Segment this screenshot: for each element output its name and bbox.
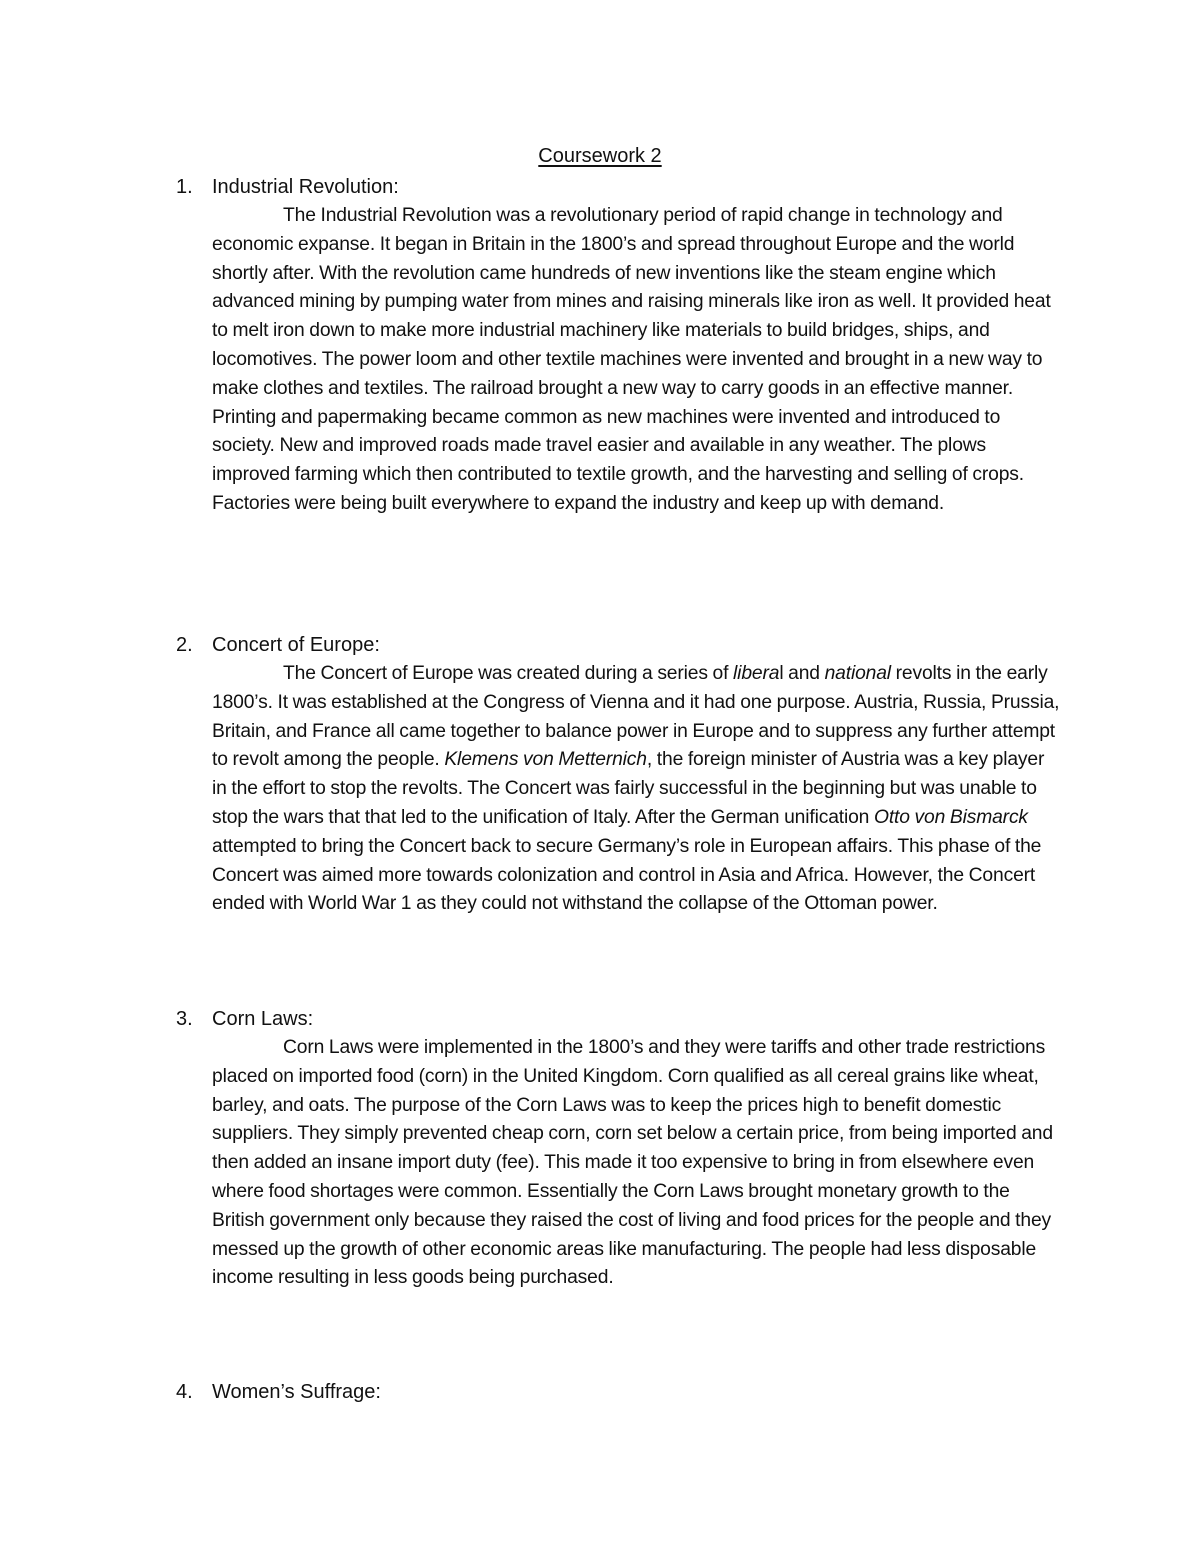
section-number: 4. <box>176 1381 193 1403</box>
section-heading-text: Women’s Suffrage: <box>212 1381 381 1403</box>
body-text: The Industrial Revolution was a revolutionary period of rapid change in technology and economic expanse. It began in Britain in the 1800’s and spread throughout Europe and the world shortly after. With the revolution came hundreds of new inventions like the steam engine which advanced mining by pumping water from mines and raising minerals like iron as well. It provided heat to melt iron down to make more industrial machinery like materials to build bridges, ships, and locomotives. The power loom and other textile machines were invented and brought in a new way to make clothes and textiles. The railroad brought a new way to carry goods in an effective manner. Printing and papermaking became common as new machines were invented and introduced to society. New and improved roads made travel easier and available in any weather. The plows improved farming which then contributed to textile growth, and the harvesting and selling of crops. Factories were being built everywhere to expand the industry and keep up with demand. <box>212 205 1051 514</box>
section-number: 1. <box>176 176 193 198</box>
section-corn-laws <box>0 1005 1200 1293</box>
body-text: Corn Laws were implemented in the 1800’s and they were tariffs and other trade restrictions placed on imported food (corn) in the United Kingdom. Corn qualified as all cereal grains like wheat, barley, and oats. The purpose of the Corn Laws was to keep the prices high to benefit domestic suppliers. They simply prevented cheap corn, corn set below a certain price, from being imported and then added an insane import duty (fee). This made it too expensive to bring in from elsewhere even where food shortages were common. Essentially the Corn Laws brought monetary growth to the British government only because they raised the cost of living and food prices for the people and they messed up the growth of other economic areas like manufacturing. The people had less disposable income resulting in less goods being purchased. <box>212 1037 1053 1289</box>
section-heading <box>0 173 1200 202</box>
italic-person-name: Klemens von Metternich <box>444 749 647 771</box>
italic-term: national <box>824 663 891 684</box>
section-heading <box>0 1378 1200 1407</box>
section-heading-text: Concert of Europe: <box>212 634 380 656</box>
section-heading-text: Industrial Revolution: <box>212 176 399 198</box>
section-number: 3. <box>176 1008 193 1030</box>
body-text: l and <box>779 663 825 684</box>
section-number: 2. <box>176 634 193 656</box>
body-text: , the foreign minister of Austria was a key player in the effort to stop the revolts. The Concert was fairly successful in the beginning but was unable to stop the wars that that led to the unification of Italy. After the German unification <box>212 749 1045 828</box>
italic-person-name: Otto von Bismarck <box>873 806 1028 828</box>
section-heading <box>0 1005 1200 1034</box>
body-text: The Concert of Europe was created during a series of <box>283 663 734 684</box>
italic-term: libera <box>733 663 780 684</box>
section-body <box>212 202 1062 519</box>
section-womens-suffrage <box>0 1378 1200 1407</box>
section-concert-of-europe <box>0 631 1200 919</box>
body-text: revolts in the early 1800’s. It was established at the Congress of Vienna and it had one purpose. Austria, Russia, Prussia, Britain, and France all came together to balance power in Europe and to suppress any further attempt to revolt among the people. <box>212 663 1060 771</box>
section-body <box>212 1034 1062 1293</box>
section-body <box>212 660 1062 919</box>
section-industrial-revolution <box>0 173 1200 519</box>
section-heading-text: Corn Laws: <box>212 1008 314 1030</box>
section-heading <box>0 631 1200 660</box>
body-text: attempted to bring the Concert back to secure Germany’s role in European affairs. This phase of the Concert was aimed more towards colonization and control in Asia and Africa. However, the Concert ended with World War 1 as they could not withstand the collapse of the Ottoman power. <box>212 835 1042 915</box>
document-title: Coursework 2 <box>538 145 662 167</box>
